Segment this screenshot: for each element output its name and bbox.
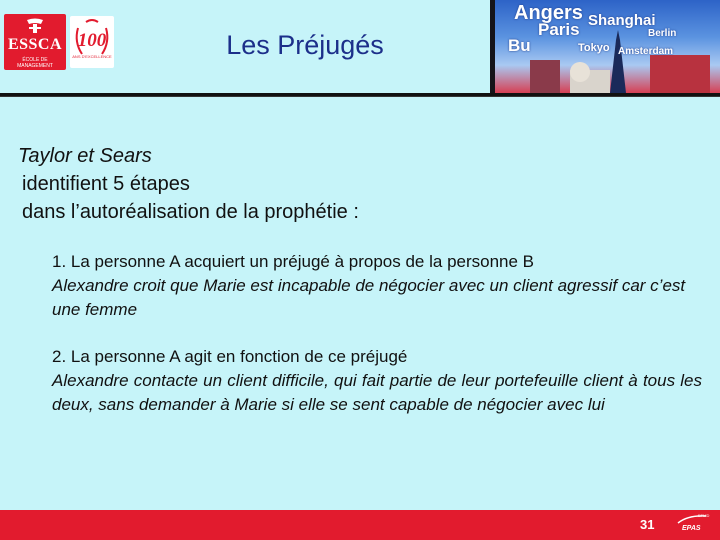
step-item	[52, 250, 702, 322]
city-word: Shanghai	[588, 12, 656, 29]
intro-line: identifient 5 étapes	[22, 173, 190, 195]
essca-tagline: ÉCOLE DE MANAGEMENT	[17, 57, 53, 69]
city-word: Tokyo	[578, 42, 610, 54]
centenary-tagline: ANS D'EXCELLENCE	[72, 54, 112, 59]
partner-logo-label: EPAS	[682, 525, 701, 532]
epas-logo	[672, 512, 716, 538]
page-title: Les Préjugés	[226, 30, 384, 60]
city-collage-image	[490, 0, 720, 93]
city-word: Bu	[508, 36, 531, 55]
step-heading: 2. La personne A agit en fonction de ce préjugé	[52, 347, 408, 366]
city-word: Amsterdam	[618, 46, 674, 57]
city-word: Angers	[514, 2, 583, 24]
partner-small-label: EFMD	[698, 513, 710, 518]
page-number: 31	[640, 517, 655, 532]
centenary-logo	[70, 16, 114, 68]
slide-footer	[0, 510, 720, 540]
city-word: Berlin	[648, 28, 677, 39]
crest-icon	[24, 18, 46, 34]
essca-logo	[4, 14, 66, 70]
step-heading: 1. La personne A acquiert un préjugé à propos de la personne B	[52, 252, 535, 271]
city-word: Paris	[538, 20, 580, 39]
intro-line: Taylor et Sears	[18, 145, 152, 167]
intro-line: dans l’autoréalisation de la prophétie :	[22, 201, 359, 223]
essca-wordmark: ESSCA	[7, 36, 63, 53]
city-names	[508, 0, 718, 93]
slide-header	[0, 0, 720, 93]
intro-paragraph	[18, 142, 698, 226]
step-example: Alexandre croit que Marie est incapable de négocier avec un client agressif car c’est une femme	[52, 276, 686, 319]
step-example: Alexandre contacte un client difficile, qui fait partie de leur portefeuille client à tous les deux, sans demander à Marie si elle se sent capable de négocier avec lui	[52, 371, 702, 414]
centenary-number: 100	[77, 30, 107, 51]
step-item	[52, 345, 702, 417]
header-rule-thin	[0, 96, 720, 97]
